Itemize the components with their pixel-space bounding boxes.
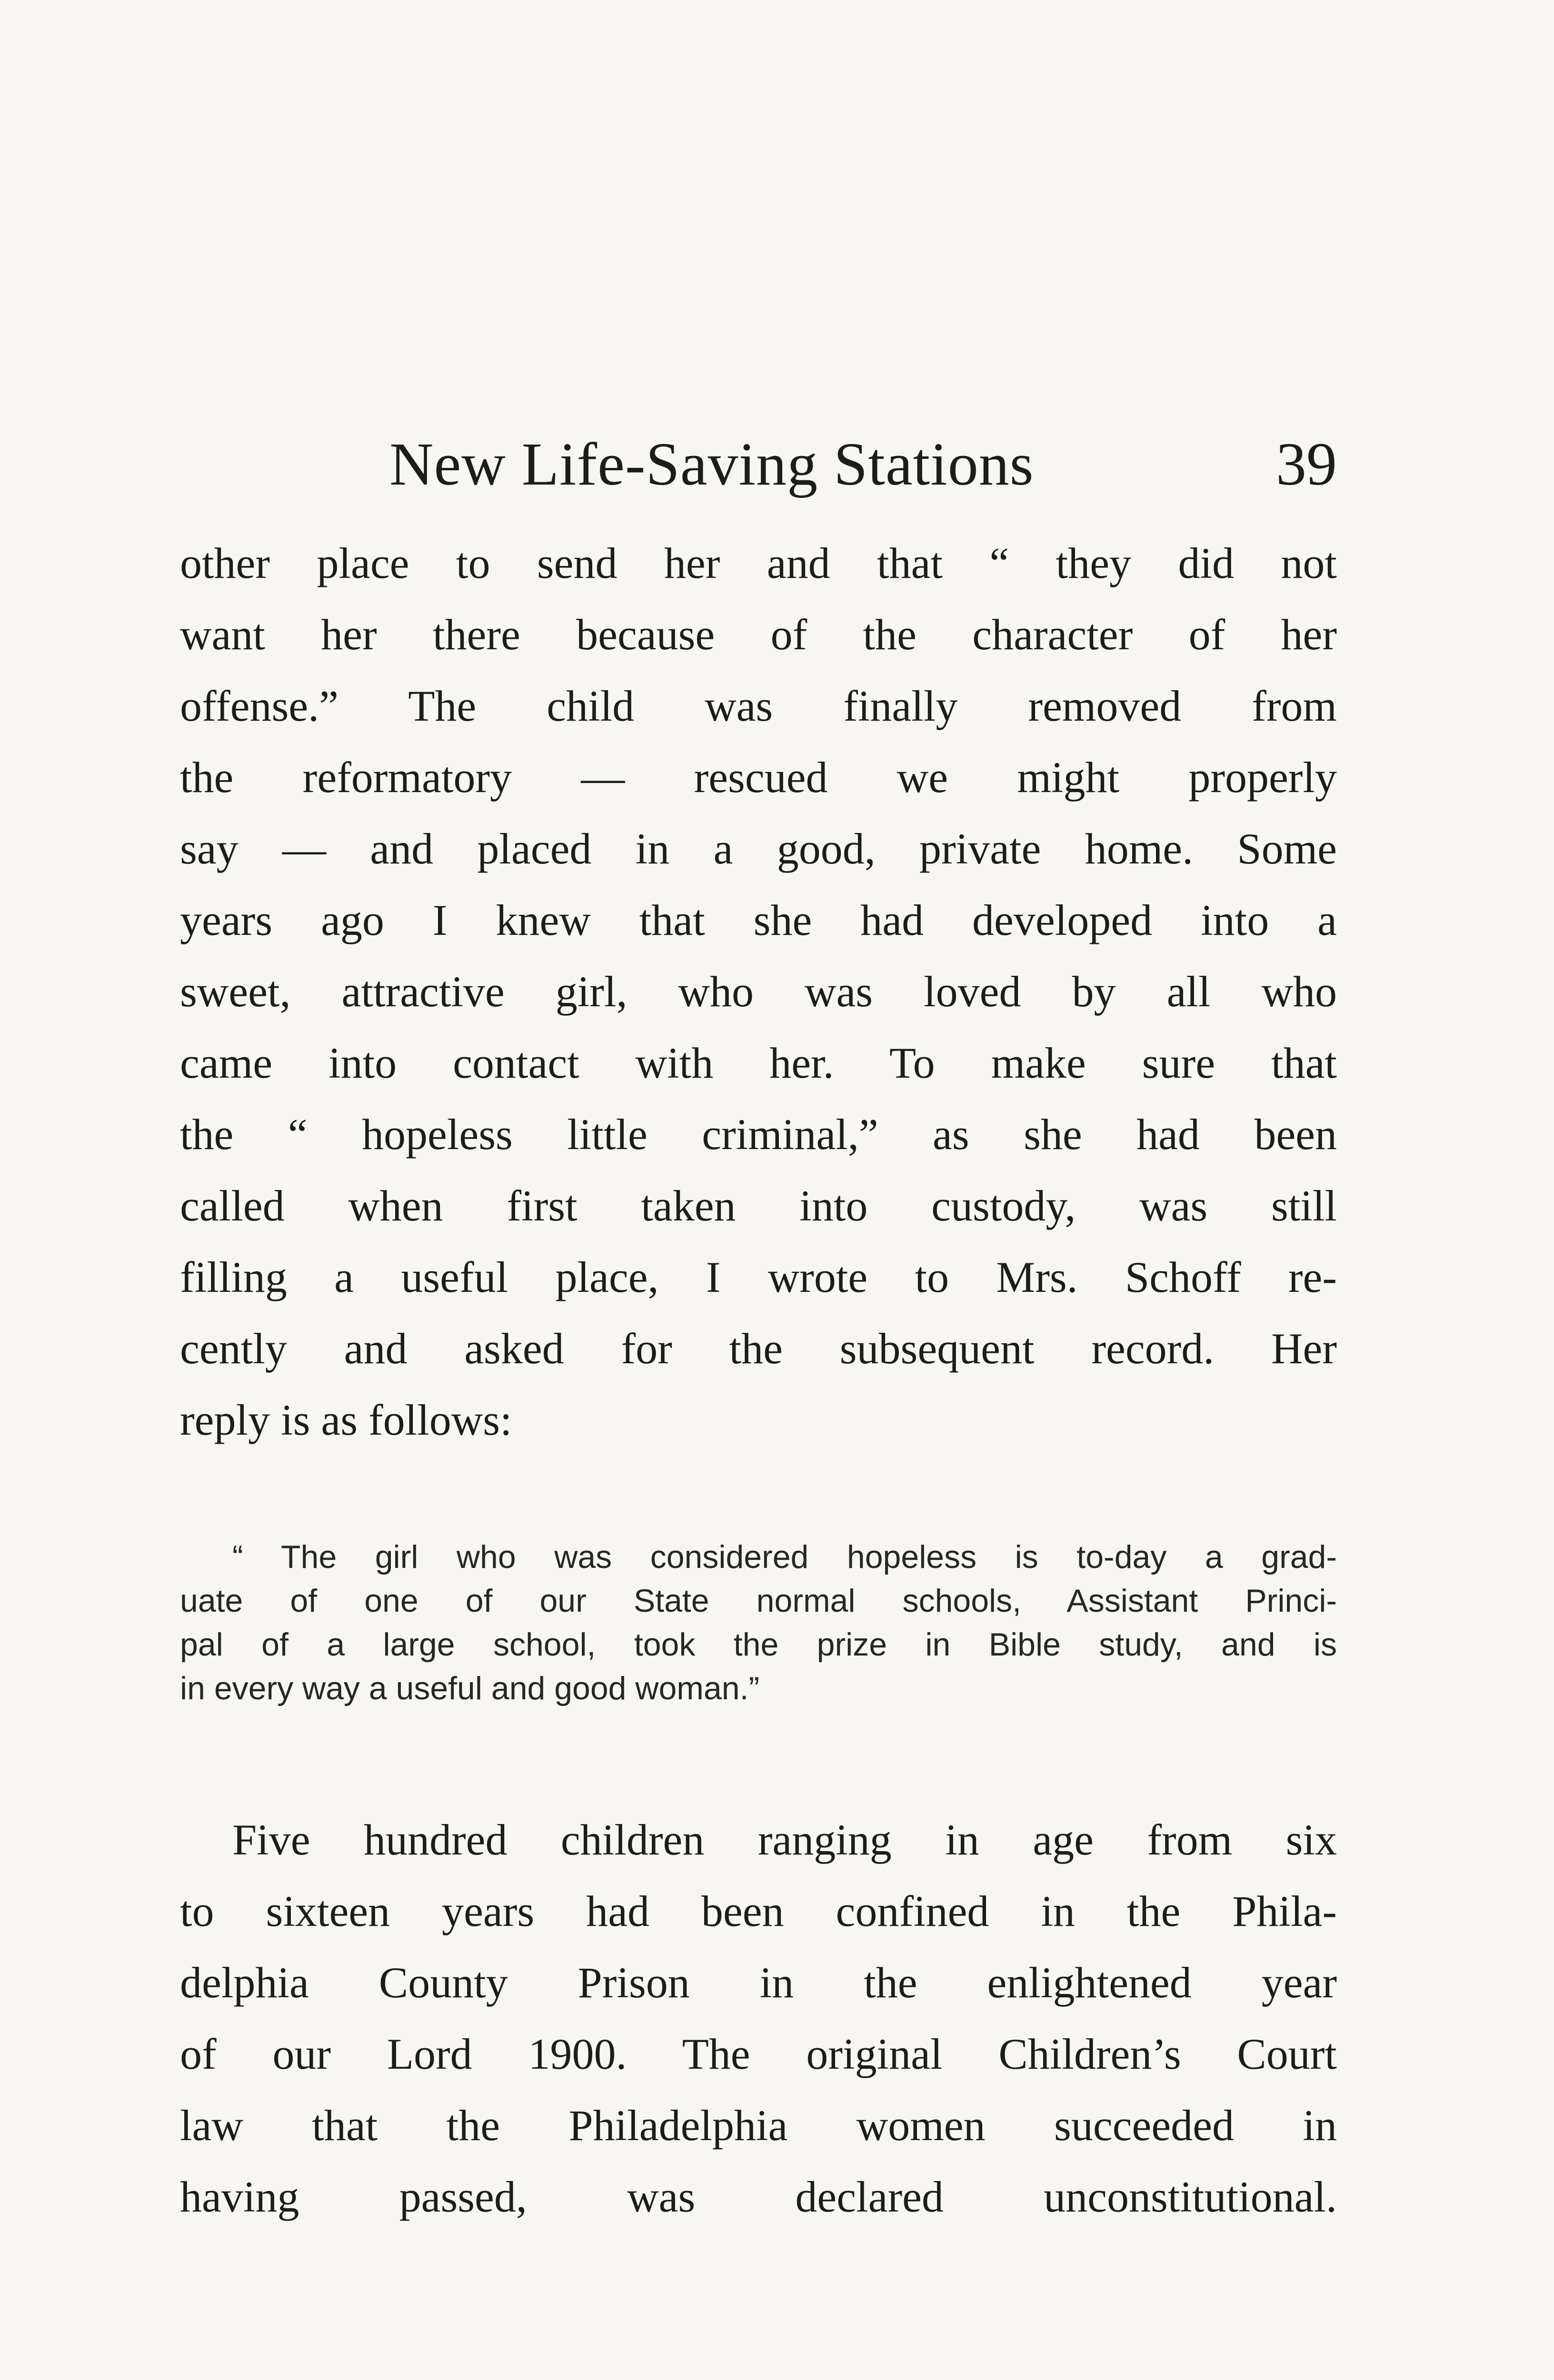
paragraph-2 [180,1804,1337,2232]
quote-line: “ The girl who was considered hopeless is to-day a grad- [232,1539,1337,1575]
quote-line: uate of one of our State normal schools, Assistant Princi- [180,1583,1337,1619]
text-line: having passed, was declared unconstitutional. [180,2172,1337,2221]
text-line: of our Lord 1900. The original Children’s Court [180,2030,1337,2078]
text-line: other place to send her and that “ they did not [180,539,1337,587]
text-line: sweet, attractive girl, who was loved by all who [180,967,1337,1016]
text-line: called when first taken into custody, was still [180,1181,1337,1230]
quote-line: in every way a useful and good woman.” [180,1670,760,1706]
text-line: offense.” The child was finally removed from [180,682,1337,730]
text-line: Five hundred children ranging in age from six [232,1815,1337,1864]
paragraph-1 [180,527,1337,1456]
text-line: to sixteen years had been confined in the Phila- [180,1887,1337,1935]
page-number: 39 [1276,430,1337,498]
text-line: years ago I knew that she had developed into a [180,896,1337,944]
text-line: filling a useful place, I wrote to Mrs. Schoff re- [180,1253,1337,1301]
text-line: want her there because of the character of her [180,610,1337,659]
text-line: say — and placed in a good, private home. Some [180,824,1337,873]
text-line: the reformatory — rescued we might properly [180,753,1337,802]
text-line: delphia County Prison in the enlightened year [180,1958,1337,2007]
text-line: cently and asked for the subsequent record. Her [180,1324,1337,1373]
running-head [180,426,1337,502]
block-quote [180,1535,1337,1710]
running-title: New Life-Saving Stations [389,430,1034,498]
quote-line: pal of a large school, took the prize in Bible study, and is [180,1626,1337,1663]
text-line: reply is as follows: [180,1396,512,1444]
text-line: the “ hopeless little criminal,” as she had been [180,1110,1337,1159]
text-line: came into contact with her. To make sure that [180,1039,1337,1087]
text-line: law that the Philadelphia women succeeded in [180,2101,1337,2150]
